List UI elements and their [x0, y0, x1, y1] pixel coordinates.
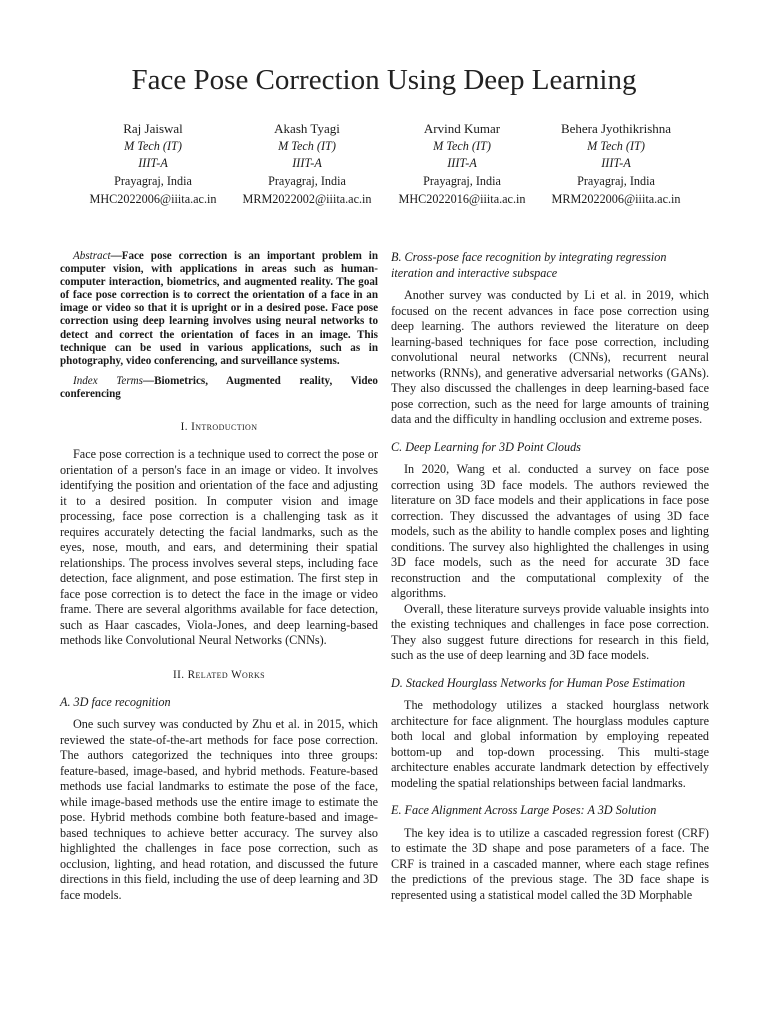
- author-name: Behera Jyothikrishna: [560, 121, 672, 136]
- subsection-heading-d: D. Stacked Hourglass Networks for Human Pose Estimation: [391, 675, 686, 690]
- author-1: [63, 120, 243, 209]
- author-3: [372, 120, 552, 209]
- subsection-heading-e: E. Face Alignment Across Large Poses: A 3D Solution: [391, 803, 657, 817]
- author-email: MRM2022006@iiita.ac.in: [551, 191, 681, 206]
- left-column: [60, 250, 378, 903]
- subsection-c-text: In 2020, Wang et al. conducted a survey on face pose correction using 3D face models. The authors reviewed the literature on 3D face models and their applications in face pose correction. They discussed the advantages of using 3D face models, such as the ability to handle complex poses and lighting conditions. The survey also highlighted the challenges in using 3D face models, such as the need for accurate 3D face reconstruction and the computational complexity of the algorithms.: [391, 462, 709, 600]
- author-name: Akash Tyagi: [274, 121, 340, 136]
- abstract-label: Abstract: [73, 250, 111, 262]
- abstract-text: —Face pose correction is an important problem in computer vision, with applications in areas such as human-computer interaction, biometrics, and augmented reality. The goal of face pose correction is to correct the orientation of a face in an image or video so that it is upright or in a desired pose. Face pose correction using deep learning involves using neural networks to detect and correct the orientation of faces in an image. This technique can be used in various applications, such as in photography, video conferencing, and surveillance systems.: [60, 250, 378, 367]
- index-terms-label: Index Terms: [73, 374, 143, 387]
- index-terms-text: —Biometrics, Augmented reality, Video conferencing: [60, 374, 378, 400]
- section-heading-related-works: II. Related Works: [172, 668, 265, 681]
- abstract: [60, 250, 378, 401]
- author-location: Prayagraj, India: [268, 174, 346, 189]
- subsection-b-text: Another survey was conducted by Li et al. in 2019, which focused on the recent advances in face pose correction using deep learning. The authors reviewed the literature on deep learning-based techniques for face pose correction, including convolutional neural networks (CNNs), recurrent neural networks (RNNs), and generative adversarial networks (GANs). They also discussed the challenges in deep learning-based face pose correction, such as the need for large amounts of training data and the difficulty in handling occlusion and extreme poses.: [391, 288, 709, 426]
- author-email: MHC2022016@iiita.ac.in: [398, 191, 526, 206]
- author-email: MRM2022002@iiita.ac.in: [242, 191, 372, 206]
- abstract-paragraph: [60, 250, 378, 368]
- subsection-c-text-2: Overall, these literature surveys provide valuable insights into the existing techniques and challenges in face pose correction. They also suggest future directions for research in this field, such as the use of deep learning and 3D face models.: [391, 601, 709, 662]
- right-column: [391, 250, 709, 903]
- subsection-e-text: The key idea is to utilize a cascaded regression forest (CRF) to estimate the 3D shape and pose parameters of a face. The CRF is trained in a cascaded manner, where each stage refines the predictions of the previous stage. The 3D face shape is represented using a statistical model called the 3D Morphable: [391, 825, 709, 902]
- author-institute: IIIT-A: [138, 156, 168, 171]
- author-location: Prayagraj, India: [114, 174, 192, 189]
- author-institute: IIIT-A: [601, 156, 631, 171]
- author-name: Raj Jaiswal: [123, 121, 183, 136]
- subsection-heading-c: C. Deep Learning for 3D Point Clouds: [391, 439, 581, 454]
- subsection-d-text: The methodology utilizes a stacked hourglass network architecture for face alignment. The hourglass modules capture both local and global information by employing repeated bottom-up and top-down processing. This multi-stage architecture enables accurate landmark detection by effectively modeling the spatial relationships between facial landmarks.: [391, 698, 709, 790]
- author-2: [217, 120, 397, 209]
- author-program: M Tech (IT): [124, 138, 182, 153]
- author-location: Prayagraj, India: [577, 174, 655, 189]
- section-heading-introduction: I. Introduction: [180, 421, 258, 434]
- author-institute: IIIT-A: [292, 156, 322, 171]
- subsection-heading-a: A. 3D face recognition: [60, 694, 171, 709]
- introduction-text: Face pose correction is a technique used to correct the pose or orientation of a person's face in an image or video. It involves identifying the position and orientation of the face and adjusting it to a desired position. In computer vision and image processing, face pose correction is a challenging task as it requires accurately detecting the facial landmarks, such as the eyes, nose, mouth, and ears, and determining their spatial relationships. The process involves several steps, including face detection, face alignment, and pose estimation. The first step in face pose correction is to detect the face in the image or video frame. There are several algorithms available for face detection, such as Haar cascades, Viola-Jones, and deep learning-based methods like Convolutional Neural Networks (CNNs).: [60, 447, 378, 648]
- subsection-heading-b: B. Cross-pose face recognition by integrating regression iteration and interactive subspace: [391, 250, 667, 280]
- subsection-a-text: One such survey was conducted by Zhu et al. in 2015, which reviewed the state-of-the-art methods for face pose correction. The authors categorized the techniques into three groups: feature-based, image-based, and hybrid methods. Feature-based methods use facial landmarks to estimate the pose of the face, while image-based methods use the entire image to estimate the pose. Hybrid methods combine both feature-based and image-based techniques to achieve better accuracy. The survey also highlighted the challenges in face pose correction, such as occlusion, lighting, and head rotation, and discussed the future directions in this field, including the use of deep learning and 3D face models.: [60, 717, 378, 902]
- author-program: M Tech (IT): [433, 138, 491, 153]
- author-email: MHC2022006@iiita.ac.in: [89, 191, 217, 206]
- index-terms: [60, 375, 378, 401]
- author-name: Arvind Kumar: [423, 121, 501, 136]
- author-program: M Tech (IT): [587, 138, 645, 153]
- author-4: [526, 120, 706, 209]
- author-location: Prayagraj, India: [423, 174, 501, 189]
- author-institute: IIIT-A: [447, 156, 477, 171]
- author-program: M Tech (IT): [278, 138, 336, 153]
- paper-title: Face Pose Correction Using Deep Learning: [131, 64, 637, 96]
